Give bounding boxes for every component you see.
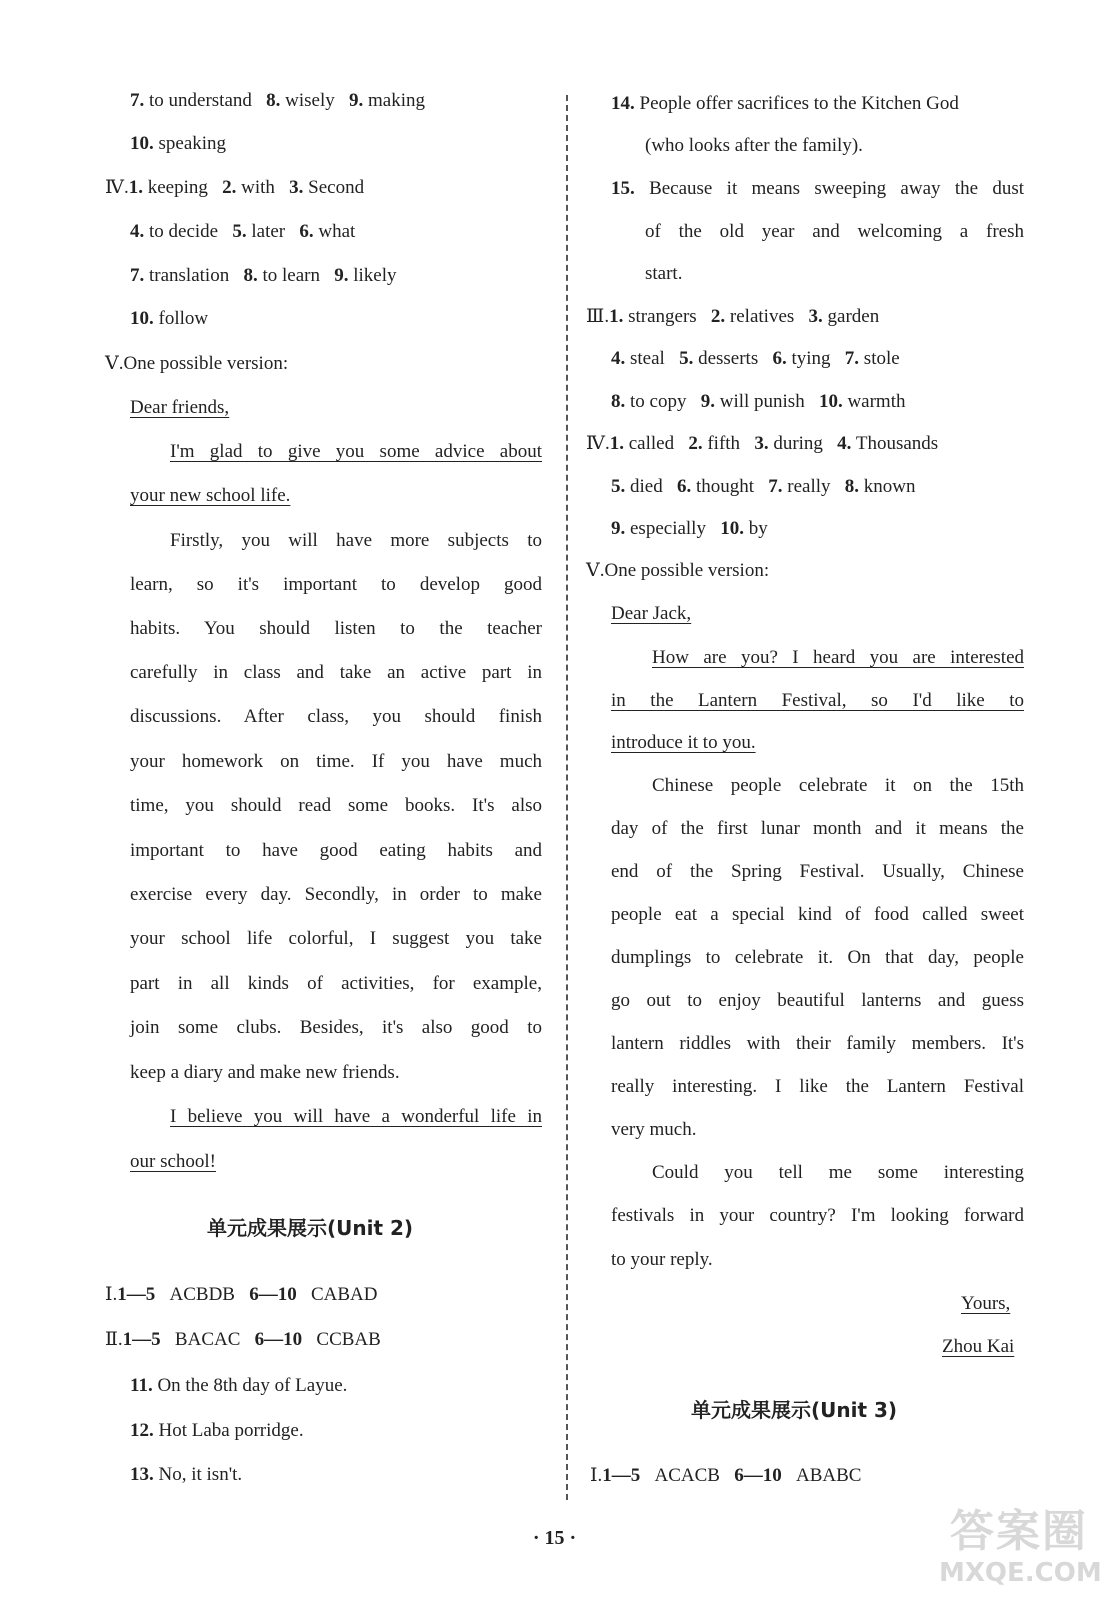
letter-line: join some clubs. Besides, it's also good to — [130, 1017, 542, 1038]
answer-line: 10. follow — [130, 308, 209, 329]
answer-line: 5. died 6. thought 7. really 8. known — [611, 476, 916, 497]
section-iv-line: Ⅳ.1. keeping 2. with 3. Second — [105, 177, 365, 198]
letter-line: part in all kinds of activities, for example, — [130, 973, 542, 994]
answer-line: 12. Hot Laba porridge. — [130, 1420, 304, 1441]
letter-greeting: Dear friends, — [130, 397, 230, 418]
letter-line: I believe you will have a wonderful life in — [170, 1106, 542, 1127]
unit2-heading: 单元成果展示(Unit 2) — [207, 1216, 414, 1240]
answer-line: 10. speaking — [130, 133, 227, 154]
letter-closing: Yours, — [961, 1293, 1011, 1314]
answer-line: 11. On the 8th day of Layue. — [130, 1375, 348, 1396]
answer-line: of the old year and welcoming a fresh — [645, 221, 1024, 242]
letter-signature: Zhou Kai — [942, 1336, 1015, 1357]
letter-line: time, you should read some books. It's also — [130, 795, 542, 816]
letter-line: discussions. After class, you should finish — [130, 706, 542, 727]
letter-line: lantern riddles with their family members. It's — [611, 1033, 1024, 1054]
letter-line: festivals in your country? I'm looking forward — [611, 1205, 1024, 1226]
watermark-logo: 答案圈 MXQE.COM — [939, 1506, 1102, 1588]
answer-line: 8. to copy 9. will punish 10. warmth — [611, 391, 906, 412]
answer-line: 13. No, it isn't. — [130, 1464, 243, 1485]
answer-line: 15. Because it means sweeping away the dust — [611, 178, 1024, 199]
answer-line: 9. especially 10. by — [611, 518, 768, 539]
answer-key-row: Ⅰ.1—5 ACBDB 6—10 CABAD — [105, 1284, 378, 1305]
answer-line: 7. translation 8. to learn 9. likely — [130, 265, 397, 286]
answer-key-row: Ⅰ.1—5 ACACB 6—10 ABABC — [590, 1465, 862, 1486]
column-divider — [566, 95, 568, 1500]
section-iii-line: Ⅲ.1. strangers 2. relatives 3. garden — [586, 306, 880, 327]
letter-line: carefully in class and take an active part in — [130, 662, 542, 683]
letter-line: important to have good eating habits and — [130, 840, 542, 861]
letter-line: day of the first lunar month and it means the — [611, 818, 1024, 839]
letter-line: exercise every day. Secondly, in order to make — [130, 884, 542, 905]
letter-line: How are you? I heard you are interested — [652, 647, 1024, 668]
letter-line: dumplings to celebrate it. On that day, people — [611, 947, 1024, 968]
answer-key-row: Ⅱ.1—5 BACAC 6—10 CCBAB — [105, 1329, 381, 1350]
letter-line: your homework on time. If you have much — [130, 751, 542, 772]
letter-line: Chinese people celebrate it on the 15th — [652, 775, 1024, 796]
answer-line: (who looks after the family). — [645, 135, 863, 156]
letter-line: very much. — [611, 1119, 697, 1140]
letter-line: our school! — [130, 1151, 217, 1172]
letter-line: Firstly, you will have more subjects to — [170, 530, 542, 551]
letter-line: to your reply. — [611, 1249, 713, 1270]
answer-line: 7. to understand 8. wisely 9. making — [130, 90, 426, 111]
letter-line: habits. You should listen to the teacher — [130, 618, 542, 639]
section-v-label: Ⅴ.One possible version: — [586, 560, 770, 581]
letter-line: really interesting. I like the Lantern Festival — [611, 1076, 1024, 1097]
answer-line: 4. steal 5. desserts 6. tying 7. stole — [611, 348, 900, 369]
letter-line: people eat a special kind of food called sweet — [611, 904, 1024, 925]
letter-line: end of the Spring Festival. Usually, Chinese — [611, 861, 1024, 882]
answer-line: 4. to decide 5. later 6. what — [130, 221, 356, 242]
unit3-heading: 单元成果展示(Unit 3) — [691, 1398, 898, 1422]
letter-line: your new school life. — [130, 485, 291, 506]
letter-line: go out to enjoy beautiful lanterns and guess — [611, 990, 1024, 1011]
letter-line: your school life colorful, I suggest you take — [130, 928, 542, 949]
letter-line: learn, so it's important to develop good — [130, 574, 542, 595]
section-v-label: Ⅴ.One possible version: — [105, 353, 289, 374]
answer-line: 14. People offer sacrifices to the Kitchen God — [611, 93, 959, 114]
letter-line: introduce it to you. — [611, 732, 756, 753]
letter-line: in the Lantern Festival, so I'd like to — [611, 690, 1024, 711]
letter-line: I'm glad to give you some advice about — [170, 441, 542, 462]
answer-line: start. — [645, 263, 683, 284]
section-iv-line: Ⅳ.1. called 2. fifth 3. during 4. Thousands — [586, 433, 939, 454]
letter-greeting: Dear Jack, — [611, 603, 692, 624]
letter-line: Could you tell me some interesting — [652, 1162, 1024, 1183]
page-number: · 15 · — [532, 1527, 577, 1549]
letter-line: keep a diary and make new friends. — [130, 1062, 400, 1083]
